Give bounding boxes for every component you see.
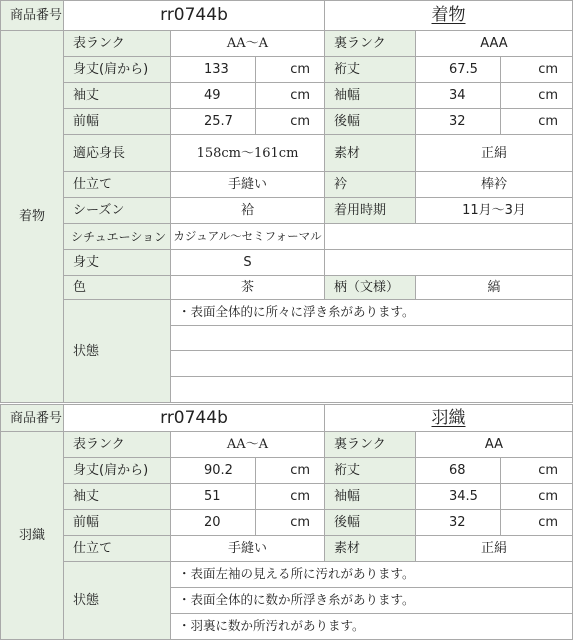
kimono-size-empty [325, 250, 573, 276]
haori-section-label: 羽織 [0, 432, 64, 640]
kimono-ushirohaba-label: 後幅 [325, 109, 416, 135]
haori-sode-label: 袖丈 [64, 484, 171, 510]
haori-maehaba-unit: cm [256, 510, 325, 536]
haori-condition-note: ・表面全体的に数か所浮き糸があります。 [171, 588, 573, 614]
kimono-tailoring-value: 手縫い [171, 172, 325, 198]
kimono-ushirohaba-unit: cm [501, 109, 573, 135]
kimono-section-label: 着物 [0, 31, 64, 403]
kimono-rank-front-value: AA〜A [171, 31, 325, 57]
kimono-color-label: 色 [64, 276, 171, 300]
kimono-material-value: 正絹 [416, 135, 573, 172]
haori-tailoring-label: 仕立て [64, 536, 171, 562]
haori-ushirohaba-label: 後幅 [325, 510, 416, 536]
haori-sode-unit: cm [256, 484, 325, 510]
haori-height-value: 90.2 [171, 458, 256, 484]
haori-condition-note: ・羽裏に数か所汚れがあります。 [171, 614, 573, 640]
kimono-height-unit: cm [256, 57, 325, 83]
kimono-condition-note [171, 351, 573, 377]
kimono-collar-label: 衿 [325, 172, 416, 198]
haori-maehaba-value: 20 [171, 510, 256, 536]
haori-height-unit: cm [256, 458, 325, 484]
kimono-size-value: S [171, 250, 325, 276]
kimono-kind-title: 着物 [325, 0, 573, 31]
kimono-condition-note [171, 377, 573, 403]
kimono-tailoring-label: 仕立て [64, 172, 171, 198]
kimono-rank-back-value: AAA [416, 31, 573, 57]
kimono-rank-front-label: 表ランク [64, 31, 171, 57]
kimono-fit-value: 158cm〜161cm [171, 135, 325, 172]
kimono-rank-back-label: 裏ランク [325, 31, 416, 57]
haori-id-label: 商品番号 [0, 404, 64, 432]
kimono-maehaba-label: 前幅 [64, 109, 171, 135]
haori-rank-front-label: 表ランク [64, 432, 171, 458]
kimono-condition-note: ・表面全体的に所々に浮き糸があります。 [171, 300, 573, 326]
haori-condition-note: ・表面左袖の見える所に汚れがあります。 [171, 562, 573, 588]
haori-ushirohaba-unit: cm [501, 510, 573, 536]
haori-height-label: 身丈(肩から) [64, 458, 171, 484]
kimono-pattern-value: 縞 [416, 276, 573, 300]
haori-tailoring-value: 手縫い [171, 536, 325, 562]
kimono-maehaba-value: 25.7 [171, 109, 256, 135]
kimono-yuki-value: 67.5 [416, 57, 501, 83]
kimono-material-label: 素材 [325, 135, 416, 172]
kimono-situation-value: カジュアル〜セミフォーマル [171, 224, 325, 250]
haori-ushirohaba-value: 32 [416, 510, 501, 536]
haori-yuki-label: 裄丈 [325, 458, 416, 484]
kimono-collar-value: 棒衿 [416, 172, 573, 198]
kimono-sodehaba-label: 袖幅 [325, 83, 416, 109]
kimono-maehaba-unit: cm [256, 109, 325, 135]
haori-yuki-unit: cm [501, 458, 573, 484]
kimono-yuki-unit: cm [501, 57, 573, 83]
kimono-pattern-label: 柄（文様） [325, 276, 416, 300]
kimono-situation-label: シチュエーション [64, 224, 171, 250]
kimono-wear-period-value: 11月〜3月 [416, 198, 573, 224]
kimono-sodehaba-unit: cm [501, 83, 573, 109]
kimono-height-label: 身丈(肩から) [64, 57, 171, 83]
haori-condition-label: 状態 [64, 562, 171, 640]
kimono-size-label: 身丈 [64, 250, 171, 276]
kimono-color-value: 茶 [171, 276, 325, 300]
kimono-condition-label: 状態 [64, 300, 171, 403]
haori-kind-title: 羽織 [325, 404, 573, 432]
kimono-sode-unit: cm [256, 83, 325, 109]
haori-sodehaba-value: 34.5 [416, 484, 501, 510]
haori-maehaba-label: 前幅 [64, 510, 171, 536]
kimono-wear-period-label: 着用時期 [325, 198, 416, 224]
haori-sode-value: 51 [171, 484, 256, 510]
kimono-sode-label: 袖丈 [64, 83, 171, 109]
haori-id-value: rr0744b [64, 404, 325, 432]
kimono-season-label: シーズン [64, 198, 171, 224]
kimono-season-value: 袷 [171, 198, 325, 224]
haori-material-label: 素材 [325, 536, 416, 562]
kimono-condition-note [171, 326, 573, 351]
kimono-id-value: rr0744b [64, 0, 325, 31]
kimono-id-label: 商品番号 [0, 0, 64, 31]
kimono-yuki-label: 裄丈 [325, 57, 416, 83]
kimono-sode-value: 49 [171, 83, 256, 109]
haori-rank-back-value: AA [416, 432, 573, 458]
haori-sodehaba-label: 袖幅 [325, 484, 416, 510]
kimono-height-value: 133 [171, 57, 256, 83]
kimono-fit-label: 適応身長 [64, 135, 171, 172]
haori-yuki-value: 68 [416, 458, 501, 484]
haori-material-value: 正絹 [416, 536, 573, 562]
haori-sodehaba-unit: cm [501, 484, 573, 510]
kimono-situation-empty [325, 224, 573, 250]
haori-rank-front-value: AA〜A [171, 432, 325, 458]
kimono-sodehaba-value: 34 [416, 83, 501, 109]
kimono-ushirohaba-value: 32 [416, 109, 501, 135]
haori-rank-back-label: 裏ランク [325, 432, 416, 458]
